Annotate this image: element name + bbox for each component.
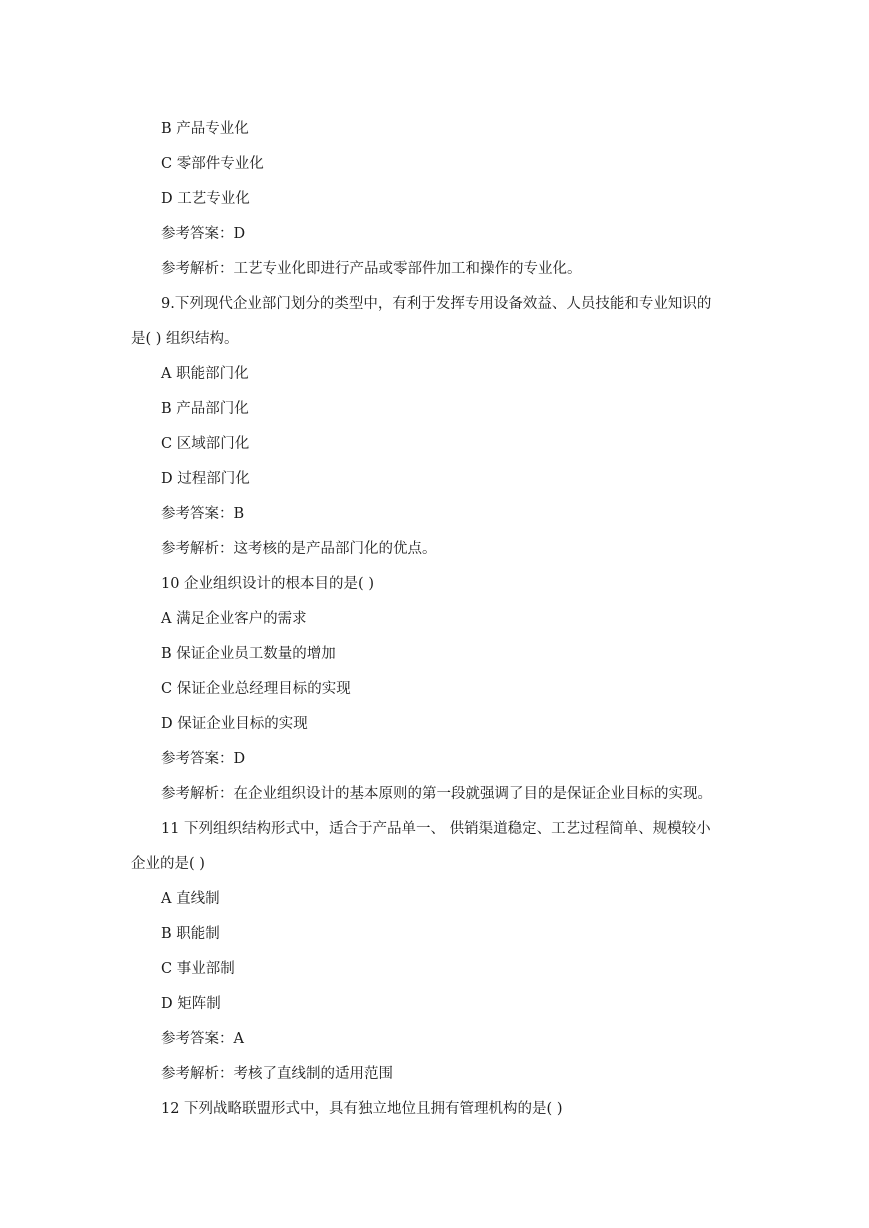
explanation-line: 参考解析：工艺专业化即进行产品或零部件加工和操作的专业化。 xyxy=(161,261,582,277)
option-c: C 区域部门化 xyxy=(161,436,250,452)
option-a: A 直线制 xyxy=(161,891,220,907)
question-11-line-2: 企业的是( ) xyxy=(131,856,205,872)
option-d: D 工艺专业化 xyxy=(161,191,250,207)
question-9-line-1: 9.下列现代企业部门划分的类型中，有利于发挥专用设备效益、人员技能和专业知识的 xyxy=(161,296,712,312)
option-a: A 满足企业客户的需求 xyxy=(161,611,307,627)
option-b: B 职能制 xyxy=(161,926,220,942)
explanation-line: 参考解析：在企业组织设计的基本原则的第一段就强调了目的是保证企业目标的实现。 xyxy=(161,786,712,802)
option-d: D 保证企业目标的实现 xyxy=(161,716,308,732)
answer-line: 参考答案：A xyxy=(161,1031,244,1047)
explanation-line: 参考解析：这考核的是产品部门化的优点。 xyxy=(161,541,437,557)
option-d: D 矩阵制 xyxy=(161,996,221,1012)
option-a: A 职能部门化 xyxy=(161,366,249,382)
question-9-line-2: 是( ) 组织结构。 xyxy=(131,331,239,347)
option-d: D 过程部门化 xyxy=(161,471,250,487)
answer-line: 参考答案：D xyxy=(161,751,246,767)
answer-line: 参考答案：D xyxy=(161,226,246,242)
option-b: B 产品部门化 xyxy=(161,401,249,417)
question-12: 12 下列战略联盟形式中，具有独立地位且拥有管理机构的是( ) xyxy=(161,1101,563,1117)
question-11-line-1: 11 下列组织结构形式中，适合于产品单一、 供销渠道稳定、工艺过程简单、规模较小 xyxy=(161,821,711,837)
option-b: B 保证企业员工数量的增加 xyxy=(161,646,336,662)
question-10: 10 企业组织设计的根本目的是( ) xyxy=(161,576,374,592)
explanation-line: 参考解析：考核了直线制的适用范围 xyxy=(161,1066,393,1082)
option-c: C 保证企业总经理目标的实现 xyxy=(161,681,351,697)
answer-line: 参考答案：B xyxy=(161,506,245,522)
option-c: C 零部件专业化 xyxy=(161,156,264,172)
option-c: C 事业部制 xyxy=(161,961,235,977)
option-b: B 产品专业化 xyxy=(161,121,249,137)
